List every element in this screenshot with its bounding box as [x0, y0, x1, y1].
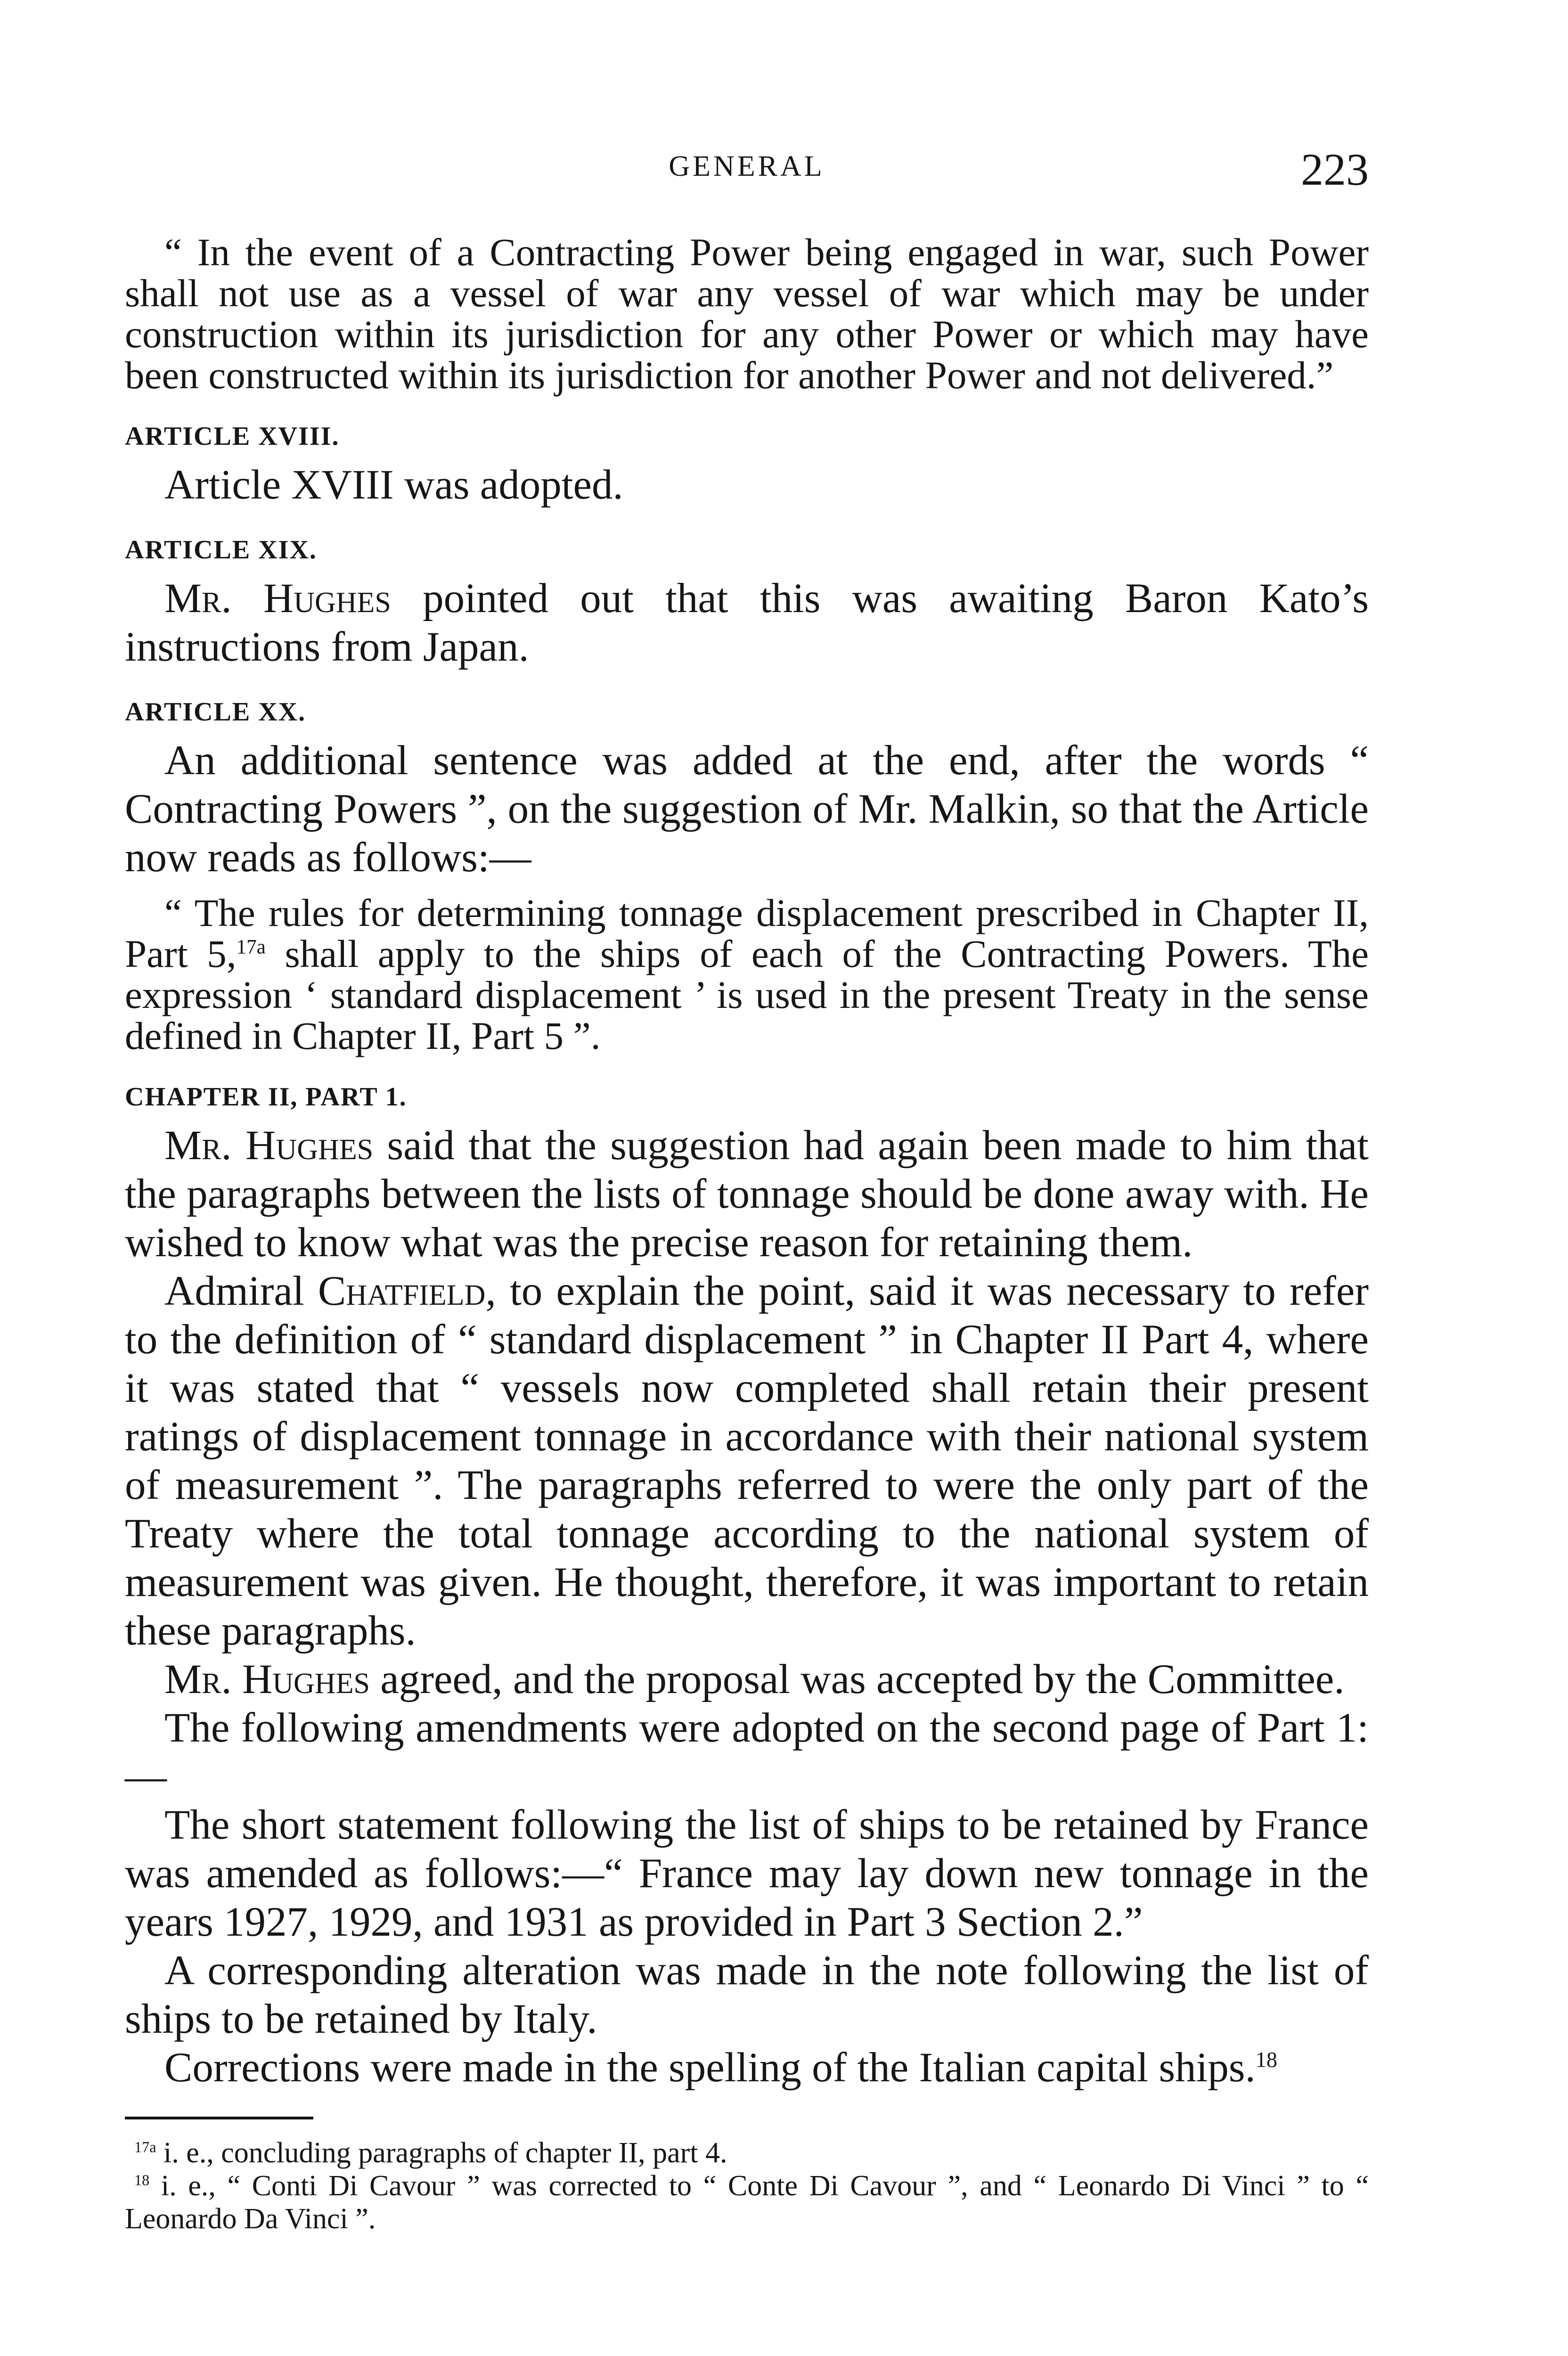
page-header: [125, 144, 1369, 206]
article-xx-quote: [125, 892, 1369, 1056]
chapter-paragraph-5: The short statement following the list of ships to be retained by France was amended as follows:—“ France may lay down new tonnage in the years 1927, 1929, and 1931 as provided in Part 3 Section 2.”: [125, 1802, 1369, 1945]
speaker-name: Mr. Hughes: [164, 575, 391, 622]
quoted-article-text: “ In the event of a Contracting Power being engaged in war, such Power shall not use as a vessel of war any vessel of war which may be under construction within its jurisdiction for any other Power or which may have been constructed within its jurisdiction for another Power and not delivered.”: [125, 230, 1369, 397]
page-body: [125, 232, 1369, 2235]
footnote-ref: 17a: [236, 936, 266, 958]
footnote-mark: 17a: [134, 2138, 156, 2156]
article-heading-xix: ARTICLE XIX.: [125, 535, 317, 564]
footnote-text: i. e., “ Conti Di Cavour ” was corrected to “ Conte Di Cavour ”, and “ Leonardo Di Vinci ” to “ Leonardo Da Vinci ”.: [125, 2170, 1369, 2235]
article-xviii-paragraph: Article XVIII was adopted.: [164, 462, 623, 508]
paragraph-text: said that the suggestion had again been made to him that the paragraphs between the lists of tonnage should be done away with. He wished to know what was the precise reason for retaining them.: [125, 1122, 1369, 1266]
running-head: GENERAL: [669, 150, 825, 182]
paragraph-text: pointed out that this was awaiting Baron Kato’s instructions from Japan.: [125, 575, 1369, 670]
paragraph-text: Corrections were made in the spelling of the Italian capital ships.: [164, 2045, 1256, 2091]
paragraph-text: agreed, and the proposal was accepted by the Committee.: [369, 1656, 1345, 1702]
footnote-17a: [125, 2136, 1369, 2169]
chapter-paragraph-7: [125, 2044, 1369, 2092]
chapter-paragraph-6: A corresponding alteration was made in the note following the list of ships to be retained by Italy.: [125, 1947, 1369, 2042]
footnote-ref: 18: [1255, 2048, 1278, 2072]
paragraph-text: , to explain the point, said it was necessary to refer to the definition of “ standard displacement ” in Chapter II Part 4, where it was stated that “ vessels now completed shall retain their present ratings of displacement tonnage in accordance with their national system of measurement ”. The paragraphs referred to were the only part of the Treaty where the total tonnage according to the national system of measurement was given. He thought, therefore, it was important to retain these paragraphs.: [125, 1268, 1369, 1654]
article-xix-paragraph: [125, 574, 1369, 671]
footnote-divider: [125, 2117, 313, 2119]
footnote-mark: 18: [134, 2171, 150, 2189]
footnote-18: [125, 2169, 1369, 2235]
chapter-paragraph-3: [125, 1655, 1369, 1704]
article-heading-xx: ARTICLE XX.: [125, 697, 306, 727]
speaker-name: Mr. Hughes: [164, 1122, 374, 1169]
quote-text: shall apply to the ships of each of the Contracting Powers. The expression ‘ standard displacement ’ is used in the present Treaty in the sense defined in Chapter II, Part 5 ”.: [125, 932, 1369, 1057]
chapter-paragraph-2: [125, 1267, 1369, 1655]
chapter-paragraph-4: The following amendments were adopted on the second page of Part 1:—: [125, 1705, 1369, 1800]
chapter-paragraph-1: [125, 1121, 1369, 1267]
article-heading-xviii: ARTICLE XVIII.: [125, 422, 340, 451]
quote-text: “ The rules for determining tonnage displacement prescribed in Chapter II, Part 5,: [125, 891, 1369, 975]
page-number: 223: [1301, 144, 1369, 195]
paragraph-text: Admiral: [164, 1268, 318, 1314]
speaker-name: Mr. Hughes: [164, 1656, 370, 1702]
speaker-name: Chatfield: [318, 1268, 486, 1314]
chapter-heading: CHAPTER II, PART 1.: [125, 1082, 407, 1112]
footnote-text: i. e., concluding paragraphs of chapter II, part 4.: [156, 2137, 727, 2169]
article-xx-paragraph: An additional sentence was added at the end, after the words “ Contracting Powers ”, on the suggestion of Mr. Malkin, so that the Article now reads as follows:—: [125, 737, 1369, 881]
